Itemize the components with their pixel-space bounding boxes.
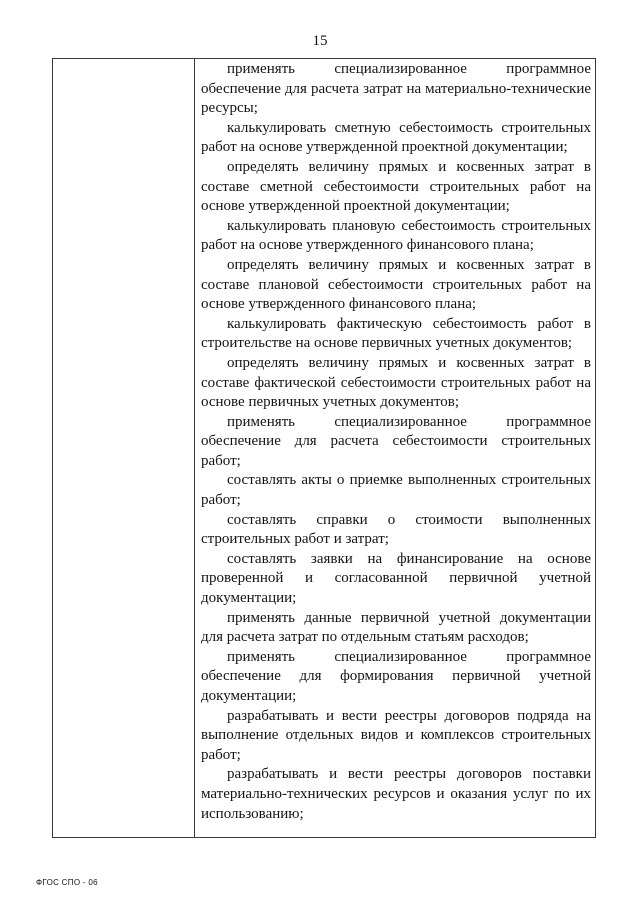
list-item: применять специализированное программное обеспечение для формирования первичной учетной документации; bbox=[201, 648, 591, 704]
list-item: разрабатывать и вести реестры договоров подряда на выполнение отдельных видов и комплексов строительных работ; bbox=[201, 707, 591, 763]
column-divider bbox=[194, 59, 195, 837]
list-item: применять специализированное программное обеспечение для расчета себестоимости строительных работ; bbox=[201, 413, 591, 469]
list-item: определять величину прямых и косвенных затрат в составе фактической себестоимости строительных работ на основе первичных учетных документов; bbox=[201, 354, 591, 411]
list-item: составлять акты о приемке выполненных строительных работ; bbox=[201, 472, 591, 509]
list-item: калькулировать сметную себестоимость строительных работ на основе утвержденной проектной документации; bbox=[201, 119, 591, 156]
list-item: разрабатывать и вести реестры договоров поставки материально-технических ресурсов и оказания услуг по их использованию; bbox=[201, 766, 591, 822]
list-item: применять специализированное программное обеспечение для расчета затрат на материально-технические ресурсы; bbox=[201, 61, 591, 117]
list-item: калькулировать фактическую себестоимость работ в строительстве на основе первичных учетных документов; bbox=[201, 315, 591, 352]
list-item: составлять заявки на финансирование на основе проверенной и согласованной первичной учетной документации; bbox=[201, 550, 591, 607]
table-right-cell bbox=[201, 60, 591, 824]
list-item: применять данные первичной учетной документации для расчета затрат по отдельным статьям расходов; bbox=[201, 609, 591, 646]
document-footer: ФГОС СПО - 06 bbox=[36, 878, 98, 887]
page-number: 15 bbox=[312, 33, 328, 49]
requirements-table bbox=[52, 58, 596, 838]
list-item: калькулировать плановую себестоимость строительных работ на основе утвержденного финансового плана; bbox=[201, 217, 591, 254]
list-item: определять величину прямых и косвенных затрат в составе плановой себестоимости строительных работ на основе утвержденного финансового плана; bbox=[201, 256, 591, 313]
list-item: определять величину прямых и косвенных затрат в составе сметной себестоимости строительных работ на основе утвержденной проектной документации; bbox=[201, 158, 591, 215]
list-item: составлять справки о стоимости выполненных строительных работ и затрат; bbox=[201, 511, 591, 548]
